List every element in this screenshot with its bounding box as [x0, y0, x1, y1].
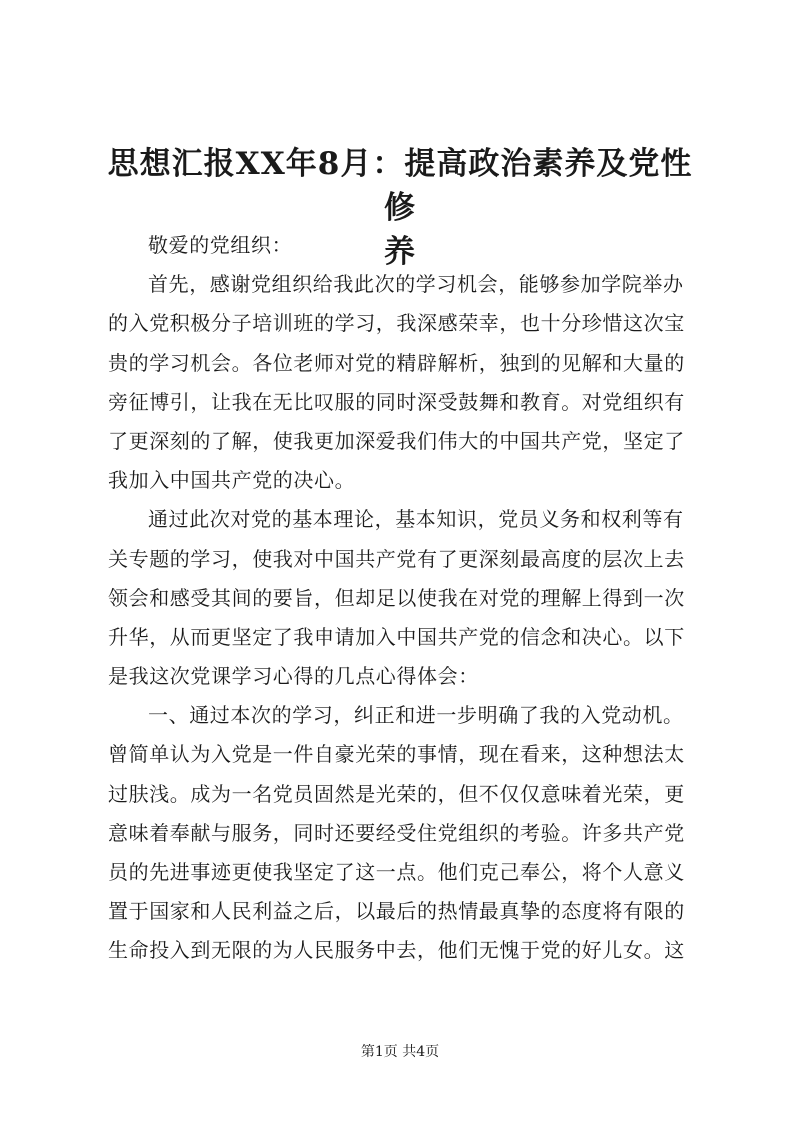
paragraph-line: 是我这次党课学习心得的几点心得体会： — [108, 664, 479, 689]
paragraph-line: 的入党积极分子培训班的学习，我深感荣幸，也十分珍惜这次宝 — [108, 311, 685, 336]
page-footer: 第1页 共4页 — [360, 1044, 440, 1060]
paragraph-line: 旁征博引，让我在无比叹服的同时深受鼓舞和教育。对党组织有 — [108, 389, 685, 414]
paragraph-line: 我加入中国共产党的决心。 — [108, 468, 356, 493]
paragraph-line: 一、通过本次的学习，纠正和进一步明确了我的入党动机。 — [148, 703, 684, 728]
paragraph-line: 意味着奉献与服务，同时还要经受住党组织的考验。许多共产党 — [108, 820, 685, 845]
paragraph-line: 通过此次对党的基本理论，基本知识，党员义务和权利等有 — [148, 507, 684, 532]
paragraph-line: 了更深刻的了解，使我更加深爱我们伟大的中国共产党，坚定了 — [108, 428, 685, 453]
paragraph-line: 曾简单认为入党是一件自豪光荣的事情，现在看来，这种想法太 — [108, 742, 685, 767]
document-body — [108, 226, 708, 971]
paragraph-line: 贵的学习机会。各位老师对党的精辟解析，独到的见解和大量的 — [108, 350, 685, 375]
paragraph-line: 生命投入到无限的为人民服务中去，他们无愧于党的好儿女。这 — [108, 938, 685, 963]
paragraph-line: 过肤浅。成为一名党员固然是光荣的，但不仅仅意味着光荣，更 — [108, 781, 685, 806]
title-line-2: 养 — [384, 234, 416, 270]
title-line-1: 思想汇报XX年8月：提高政治素养及党性修 — [107, 146, 693, 226]
paragraph-line: 置于国家和人民利益之后，以最后的热情最真挚的态度将有限的 — [108, 899, 685, 924]
paragraph-line: 领会和感受其间的要旨，但却足以使我在对党的理解上得到一次 — [108, 585, 685, 610]
paragraph-line: 关专题的学习，使我对中国共产党有了更深刻最高度的层次上去 — [108, 546, 685, 571]
salutation: 敬爱的党组织： — [148, 233, 293, 257]
paragraph-line: 员的先进事迹更使我坚定了这一点。他们克己奉公，将个人意义 — [108, 860, 685, 884]
paragraph-line: 升华，从而更坚定了我申请加入中国共产党的信念和决心。以下 — [108, 624, 685, 649]
paragraph-line: 首先，感谢党组织给我此次的学习机会，能够参加学院举办 — [148, 272, 684, 297]
